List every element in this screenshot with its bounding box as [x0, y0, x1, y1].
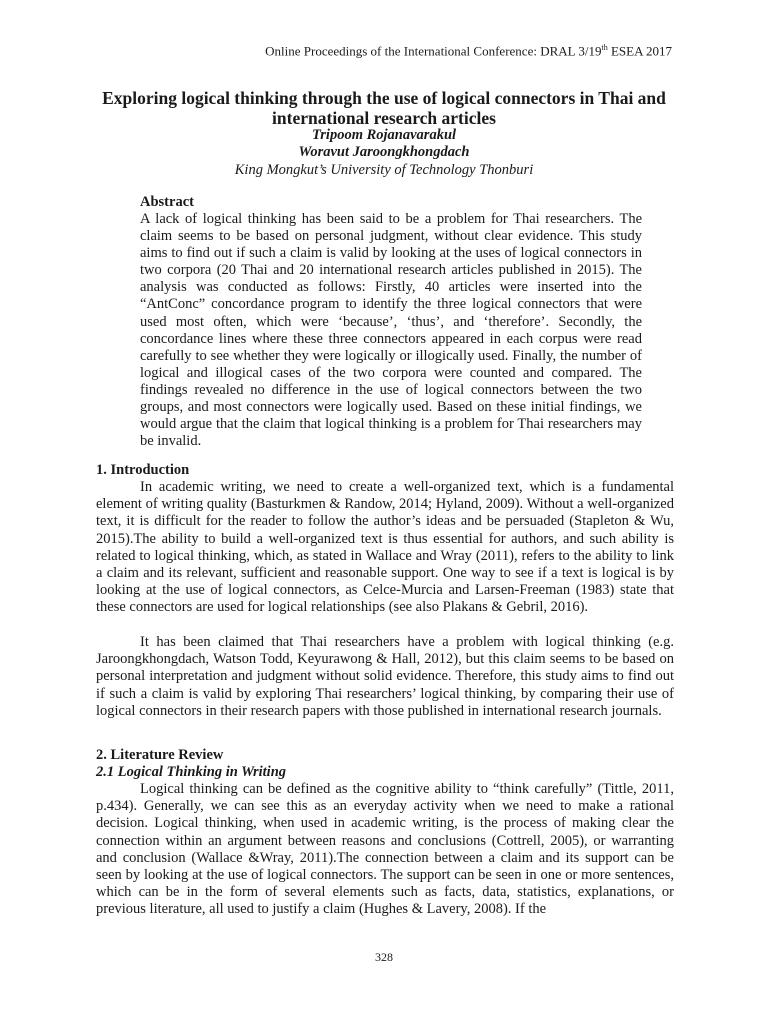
introduction-paragraph-1: In academic writing, we need to create a well-organized text, which is a fundamental element of writing quality (Basturkmen & Randow, 2014; Hyland, 2009). Without a well-organized text, it is difficult for the reader to follow the author’s ideas and be persuaded (Stapleton & Wu, 2015).The ability to build a well-organized text is thus essential for authors, and such ability is related to logical thinking, which, as stated in Wallace and Wray (2011), refers to the ability to link a claim and its relevant, sufficient and reasonable support. One way to see if a text is logical is by looking at the use of logical connectors, as Celce-Murcia and Larsen-Freeman (1983) state that these connectors are used for logical relationships (see also Plakans & Gebril, 2016). [96, 479, 674, 616]
abstract-heading: Abstract [140, 194, 194, 210]
introduction-paragraph-2: It has been claimed that Thai researchers have a problem with logical thinking (e.g. Jaroongkhongdach, Watson Todd, Keyurawong & Hall, 2012), but this claim seems to be based on personal interpretation and judgment without solid evidence. Therefore, this study aims to find out if such a claim is valid by exploring Thai researchers’ logical thinking, by comparing their use of logical connectors in their research papers with those published in international research journals. [96, 634, 674, 719]
literature-review-subheading: 2.1 Logical Thinking in Writing [96, 764, 287, 780]
introduction-heading: 1. Introduction [96, 462, 190, 478]
literature-review-paragraph: Logical thinking can be defined as the cognitive ability to “think carefully” (Tittle, 2011, p.434). Generally, we can see this as an everyday activity when we need to make a rational decision. Logical thinking, when used in academic writing, is the process of making clear the connection within an argument between reasons and conclusions (Cottrell, 2005), or warranting and conclusion (Wallace &Wray, 2011).The connection between a claim and its support can be seen by looking at the use of logical connectors. The support can be seen in one or more sentences, which can be in the form of several elements such as facts, data, statistics, explanations, or previous literature, all used to justify a claim (Hughes & Lavery, 2008). If the [96, 781, 674, 918]
paper-title: Exploring logical thinking through the use of logical connectors in Thai and international research articles [102, 88, 666, 128]
author-1: Tripoom Rojanavarakul [311, 127, 457, 143]
literature-review-heading: 2. Literature Review [96, 747, 224, 763]
running-head [265, 40, 672, 59]
running-head-text: Online Proceedings of the International Conference: DRAL 3/19 [265, 43, 602, 59]
page-number: 328 [375, 950, 393, 964]
abstract-text: A lack of logical thinking has been said to be a problem for Thai researchers. The claim seems to be based on personal judgment, without clear evidence. This study aims to find out if such a claim is valid by looking at the uses of logical connectors in two corpora (20 Thai and 20 international research articles published in 2015). The analysis was conducted as follows: Firstly, 40 articles were inserted into the “AntConc” concordance program to identify the three logical connectors that were used most often, which were ‘because’, ‘thus’, and ‘therefore’. Secondly, the concordance lines where these three connectors appeared in each corpus were read carefully to see whether they were logically or illogically used. Finally, the number of logical and illogical cases of the two corpora were counted and compared. The findings revealed no difference in the use of logical connectors between the two groups, and most connectors were logically used. Based on these initial findings, we would argue that the claim that logical thinking is a problem for Thai researchers may be invalid. [140, 211, 642, 450]
author-2: Woravut Jaroongkhongdach [298, 144, 470, 160]
affiliation: King Mongkut’s University of Technology Thonburi [234, 162, 534, 178]
running-head-end: ESEA 2017 [607, 43, 672, 59]
running-head-superscript: th [601, 43, 608, 52]
